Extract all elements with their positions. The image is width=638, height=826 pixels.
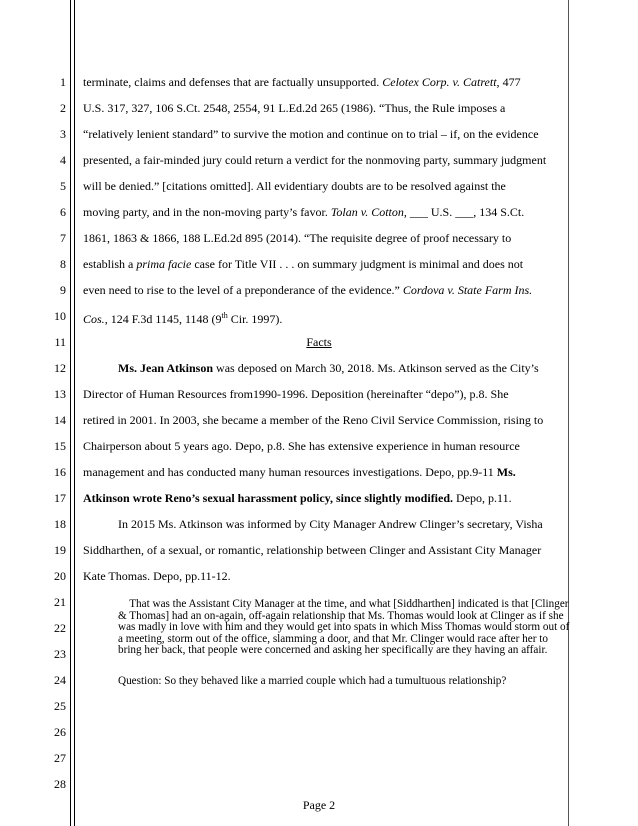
line-number: 19 [54, 543, 66, 557]
body-text-line: Siddharthen, of a sexual, or romantic, relationship between Clinger and Assistant City Manager [83, 543, 542, 557]
case-citation: Tolan v. Cotton, [330, 205, 407, 219]
body-text-line: Kate Thomas. Depo, pp.11-12. [83, 569, 231, 583]
case-citation: Cos. [83, 312, 105, 326]
line-number: 15 [54, 439, 66, 453]
body-text-line: moving party, and in the non-moving party’s favor. Tolan v. Cotton, ___ U.S. ___, 134 S.Ct. [83, 205, 525, 219]
margin-rule-left-outer [70, 0, 71, 826]
page-number: Page 2 [302, 798, 336, 812]
line-number: 17 [54, 491, 66, 505]
margin-rule-left-inner [74, 0, 75, 826]
line-number: 11 [54, 335, 66, 349]
line-number: 7 [60, 231, 66, 245]
body-text-line: 1861, 1863 & 1866, 188 L.Ed.2d 895 (2014). “The requisite degree of proof necessary to [83, 231, 512, 245]
margin-rule-right [568, 0, 569, 826]
line-number: 12 [54, 361, 66, 375]
line-number: 9 [60, 283, 66, 297]
line-number: 8 [60, 257, 66, 271]
body-text-line: presented, a fair-minded jury could return a verdict for the nonmoving party, summary judgment [83, 153, 547, 167]
latin-term: prima facie [136, 257, 192, 271]
body-text-line: establish a prima facie case for Title VII . . . on summary judgment is minimal and does not [83, 257, 524, 271]
person-name: Ms. Jean Atkinson [118, 361, 214, 375]
body-text-line: Director of Human Resources from1990-1996. Deposition (hereinafter “depo”), p.8. She [83, 387, 509, 401]
case-citation: Celotex Corp. v. Catrett, [382, 75, 500, 89]
body-text-line: Atkinson wrote Reno’s sexual harassment policy, since slightly modified. Depo, p.11. [83, 491, 512, 505]
body-text-line: Chairperson about 5 years ago. Depo, p.8. She has extensive experience in human resource [83, 439, 520, 453]
block-quote-question: Question: So they behaved like a married couple which had a tumultuous relationship? [118, 675, 507, 687]
line-number: 26 [54, 725, 66, 739]
section-heading-facts: Facts [306, 335, 332, 349]
body-text-line: management and has conducted many human resources investigations. Depo, pp.9-11 Ms. [83, 465, 516, 479]
case-citation: Cordova v. State Farm Ins. [402, 283, 533, 297]
body-text-line: even need to rise to the level of a preponderance of the evidence.” Cordova v. State Farm Ins. [83, 283, 533, 297]
line-number: 5 [60, 179, 66, 193]
emphasis-text: Atkinson wrote Reno’s sexual harassment policy, since slightly modified. [83, 491, 454, 505]
body-text-line: U.S. 317, 327, 106 S.Ct. 2548, 2554, 91 L.Ed.2d 265 (1986). “Thus, the Rule imposes a [83, 101, 506, 115]
line-number: 2 [60, 101, 66, 115]
line-number: 28 [54, 777, 66, 791]
body-text-line: retired in 2001. In 2003, she became a member of the Reno Civil Service Commission, rising to [83, 413, 544, 427]
body-text-line: “relatively lenient standard” to survive the motion and continue on to trial – if, on the evidence [83, 127, 539, 141]
line-number: 3 [60, 127, 66, 141]
line-number: 13 [54, 387, 66, 401]
line-number: 27 [54, 751, 66, 765]
block-quote: That was the Assistant City Manager at the time, and what [Siddharthen] indicated is that [Clinger & Thomas] had an on-again, off-again relationship that Ms. Thomas would look at Clinger as if she was madly in love with him and they would get into spats in which Miss Thomas would storm out of a meeting, storm out of the office, slamming a door, and that Mr. Clinger would race after her to bring her back, that people were concerned and asking her specifically are they having an affair. [118, 598, 573, 656]
line-number: 25 [54, 699, 66, 713]
body-text-line: Ms. Jean Atkinson was deposed on March 30, 2018. Ms. Atkinson served as the City’s [118, 361, 539, 375]
body-text-line: terminate, claims and defenses that are factually unsupported. Celotex Corp. v. Catrett, 477 [83, 75, 521, 89]
line-number: 14 [54, 413, 66, 427]
body-text-line: In 2015 Ms. Atkinson was informed by City Manager Andrew Clinger’s secretary, Visha [118, 517, 543, 531]
line-number: 4 [60, 153, 66, 167]
line-number: 10 [54, 309, 66, 323]
line-number: 1 [60, 75, 66, 89]
line-number: 6 [60, 205, 66, 219]
body-text-line: Cos., 124 F.3d 1145, 1148 (9th Cir. 1997). [83, 311, 283, 326]
line-number: 20 [54, 569, 66, 583]
line-number: 24 [54, 673, 66, 687]
line-number: 22 [54, 621, 66, 635]
body-text-line: will be denied.” [citations omitted]. All evidentiary doubts are to be resolved against the [83, 179, 506, 193]
line-number: 21 [54, 595, 66, 609]
line-number: 16 [54, 465, 66, 479]
line-number: 23 [54, 647, 66, 661]
line-number: 18 [54, 517, 66, 531]
